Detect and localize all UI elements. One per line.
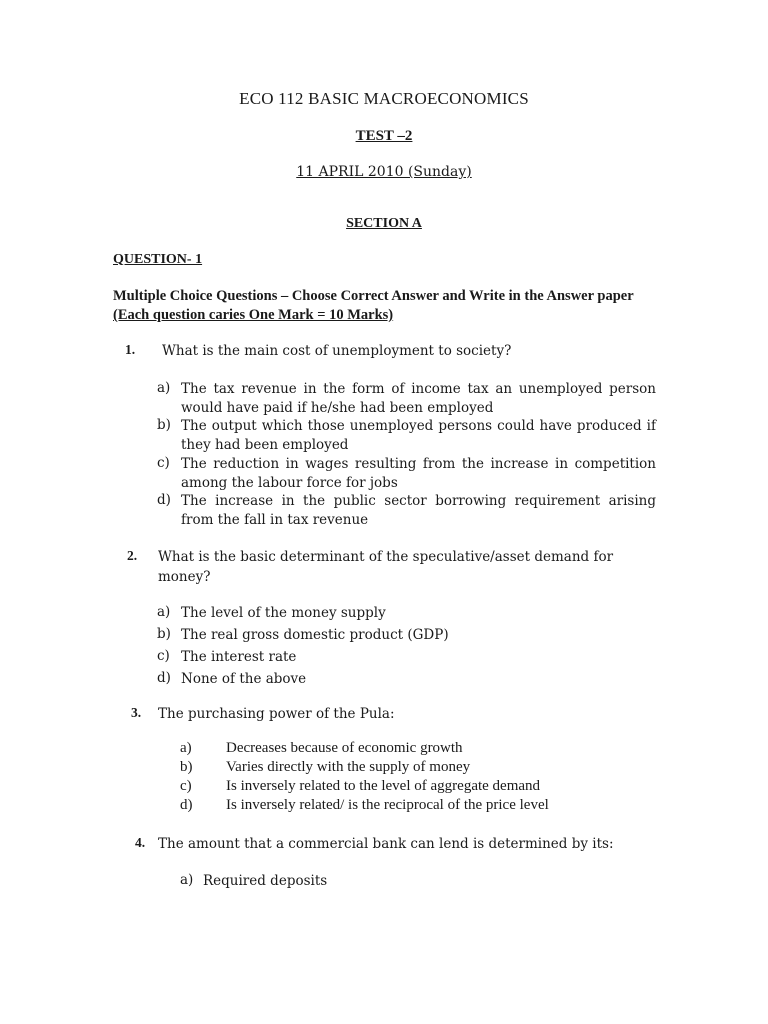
question-3-option-a: Decreases because of economic growth [226,740,463,756]
question-2-option-d-letter: d) [157,670,171,686]
question-2-text-line1: What is the basic determinant of the speculative/asset demand for [158,549,614,565]
question-1-option-a-letter: a) [157,380,171,396]
question-3-option-b: Varies directly with the supply of money [226,759,471,775]
question-heading: QUESTION- 1 [113,252,203,267]
question-4-number: 4. [135,835,146,850]
question-1-option-c-letter: c) [157,455,170,471]
question-4-option-a-letter: a) [180,872,194,888]
question-1-option-b-letter: b) [157,417,171,433]
document-title: ECO 112 BASIC MACROECONOMICS [239,89,529,108]
question-3-option-d: Is inversely related/ is the reciprocal of the price level [226,797,549,813]
question-3-number: 3. [131,705,142,720]
question-1-option-d: The increase in the public sector borrowing requirement arising from the fall in tax revenue [181,493,656,528]
question-2-option-d: None of the above [181,671,307,687]
question-1-number: 1. [125,342,136,357]
test-date: 11 APRIL 2010 (Sunday) [296,164,472,180]
question-3-option-a-letter: a) [180,740,192,756]
question-3-option-c-letter: c) [180,778,192,794]
question-3-option-d-letter: d) [180,797,193,813]
question-2-option-b: The real gross domestic product (GDP) [181,627,449,643]
question-1-option-b: The output which those unemployed persons could have produced if they had been employed [181,418,656,453]
test-label: TEST –2 [355,128,413,144]
question-2-option-c: The interest rate [181,649,297,665]
instructions-text: Multiple Choice Questions – Choose Correct Answer and Write in the Answer paper [113,288,634,304]
question-2-option-a: The level of the money supply [181,605,386,621]
question-2-option-b-letter: b) [157,626,171,642]
question-3-option-c: Is inversely related to the level of aggregate demand [226,778,541,794]
question-1-option-d-letter: d) [157,492,171,508]
question-2-text-line2: money? [158,569,211,585]
question-1-option-a: The tax revenue in the form of income tax an unemployed person would have paid if he/she had been employed [181,381,656,416]
question-4-text: The amount that a commercial bank can lend is determined by its: [158,836,614,852]
question-3-text: The purchasing power of the Pula: [158,706,395,722]
question-3-option-b-letter: b) [180,759,193,775]
question-2-number: 2. [127,548,138,563]
question-2-option-a-letter: a) [157,604,171,620]
question-2-option-c-letter: c) [157,648,170,664]
section-heading: SECTION A [346,216,422,231]
instructions [113,287,657,325]
question-1-text: What is the main cost of unemployment to society? [162,343,512,359]
question-1-option-c: The reduction in wages resulting from the increase in competition among the labour force for jobs [181,456,656,491]
instructions-marks: (Each question caries One Mark = 10 Marks) [113,307,394,323]
question-4-option-a: Required deposits [203,873,328,889]
